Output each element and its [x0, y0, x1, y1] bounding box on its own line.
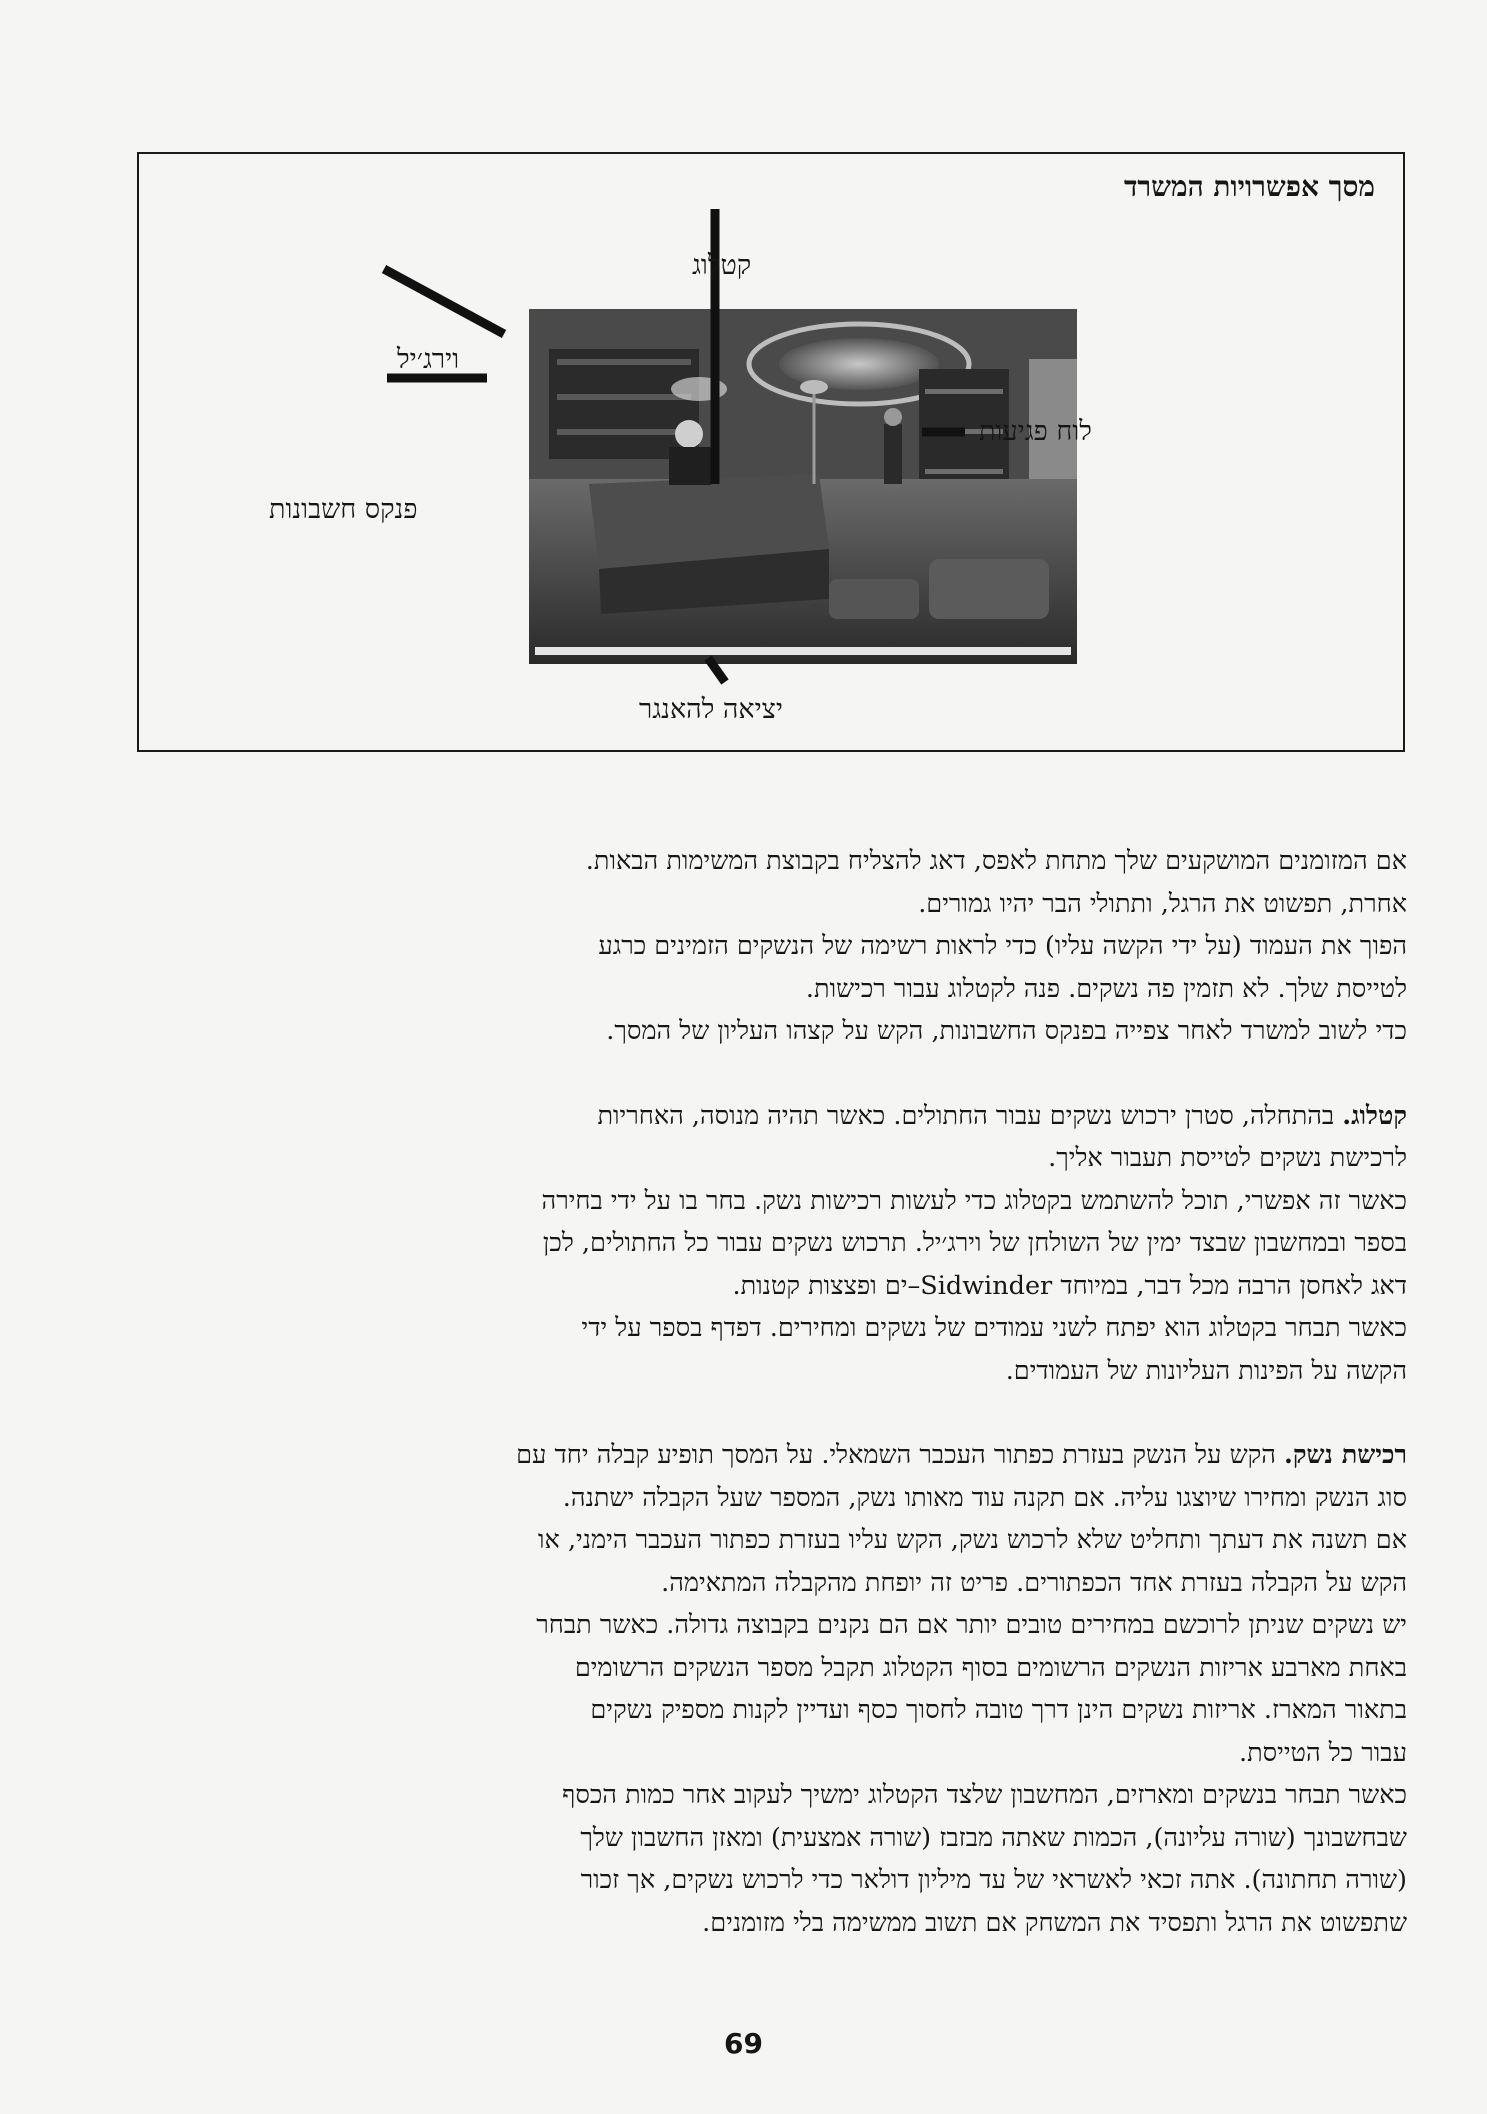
paragraph-catalog: [210, 1095, 1407, 1393]
text-line: שתפשוט את הרגל ותפסיד את המשחק אם תשוב ממשימה בלי מזומנים.: [702, 1907, 1407, 1938]
section-heading-catalog: קטלוג.: [1342, 1100, 1407, 1131]
section-heading-weapon-purchase: רכישת נשק.: [1283, 1440, 1407, 1470]
text-line: אם המזומנים המושקעים שלך מתחת לאפס, דאג להצליח בקבוצת המשימות הבאות.: [585, 846, 1407, 876]
callout-bulletin-board: לוח פגיעות: [979, 416, 1092, 447]
text-line: אם תשנה את דעתך ותחליט שלא לרכוש נשק, הקש עליו בעזרת כפתור העכבר הימני, או: [538, 1525, 1407, 1555]
text-line: הפוך את העמוד (על ידי הקשה עליו) כדי לראות רשימה של הנשקים הזמינים כרגע: [598, 931, 1407, 961]
page-number: 69: [724, 2027, 763, 2060]
text-line: בספר ובמחשבון שבצד ימין של השולחן של וירג׳יל. תרכוש נשקים עבור כל החתולים, לכן: [542, 1228, 1407, 1258]
text-line: הקשה על הפינות העליונות של העמודים.: [1005, 1355, 1407, 1386]
hangar-exit-leader: [708, 658, 725, 682]
text-line: לרכישת נשקים לטייסת תעבור אליך.: [1048, 1143, 1407, 1173]
text-line: סוג הנשק ומחירו שיוצגו עליה. אם תקנה עוד מאותו נשק, המספר שעל הקבלה ישתנה.: [562, 1482, 1407, 1513]
callout-hangar-exit: יציאה להאנגר: [639, 694, 783, 725]
text-line: כאשר זה אפשרי, תוכל להשתמש בקטלוג כדי לעשות רכישות נשק. בחר בו על ידי בחירה: [541, 1185, 1407, 1216]
text-line: עבור כל הטייסת.: [1239, 1737, 1407, 1768]
text-line: כאשר תבחר בנשקים ומארזים, המחשבון שלצד הקטלוג ימשיך לעקוב אחר כמות הכסף: [562, 1780, 1407, 1810]
text-line: אחרת, תפשוט את הרגל, ותתולי הבר יהיו גמורים.: [918, 888, 1407, 919]
callout-catalog: קטלוג: [692, 250, 752, 281]
text-line: בתאור המארז. אריזות נשקים הינן דרך טובה לחסוך כסף ועדיין לקנות מספיק נשקים: [590, 1695, 1407, 1725]
text-line: לטייסת שלך. לא תזמין פה נשקים. פנה לקטלוג עבור רכישות.: [805, 973, 1407, 1004]
office-screen-figure: [137, 152, 1405, 752]
text-line: הקש על הנשק בעזרת כפתור העכבר השמאלי. על המסך תופיע קבלה יחד עם: [516, 1440, 1276, 1470]
callout-virgil: וירג׳יל: [397, 344, 460, 375]
text-line: בהתחלה, סטרן ירכוש נשקים עבור החתולים. כאשר תהיה מנוסה, האחריות: [597, 1100, 1335, 1131]
text-line: כאשר תבחר בקטלוג הוא יפתח לשני עמודים של נשקים ומחירים. דפדף בספר על ידי: [581, 1313, 1407, 1343]
text-line: יש נשקים שניתן לרוכשם במחירים טובים יותר אם הם נקנים בקבוצה גדולה. כאשר תבחר: [536, 1610, 1407, 1640]
paragraph-intro: [210, 840, 1407, 1053]
text-line: שבחשבונך (שורה עליונה), הכמות שאתה מבזבז (שורה אמצעית) ומאזן החשבון שלך: [580, 1822, 1407, 1853]
text-line: (שורה תחתונה). אתה זכאי לאשראי של עד מיליון דולאר כדי לרכוש נשקים, אך זכור: [580, 1865, 1407, 1895]
figure-title: מסך אפשרויות המשרד: [1123, 170, 1375, 203]
callout-leader-lines: [139, 154, 1407, 754]
body-text: [210, 840, 1407, 1944]
paragraph-weapon-purchase: [210, 1434, 1407, 1944]
text-line: הקש על הקבלה בעזרת אחד הכפתורים. פריט זה יופחת מהקבלה המתאימה.: [661, 1567, 1407, 1598]
text-line: באחת מארבע אריזות הנשקים הרשומים בסוף הקטלוג תקבל מספר הנשקים הרשומים: [574, 1652, 1407, 1683]
text-line: כדי לשוב למשרד לאחר צפייה בפנקס החשבונות, הקש על קצהו העליון של המסך.: [606, 1016, 1407, 1046]
callout-ledger: פנקס חשבונות: [269, 494, 418, 525]
text-line: דאג לאחסן הרבה מכל דבר, במיוחד Sidwinder–ים ופצצות קטנות.: [732, 1270, 1407, 1301]
virgil-leader: [384, 269, 504, 334]
